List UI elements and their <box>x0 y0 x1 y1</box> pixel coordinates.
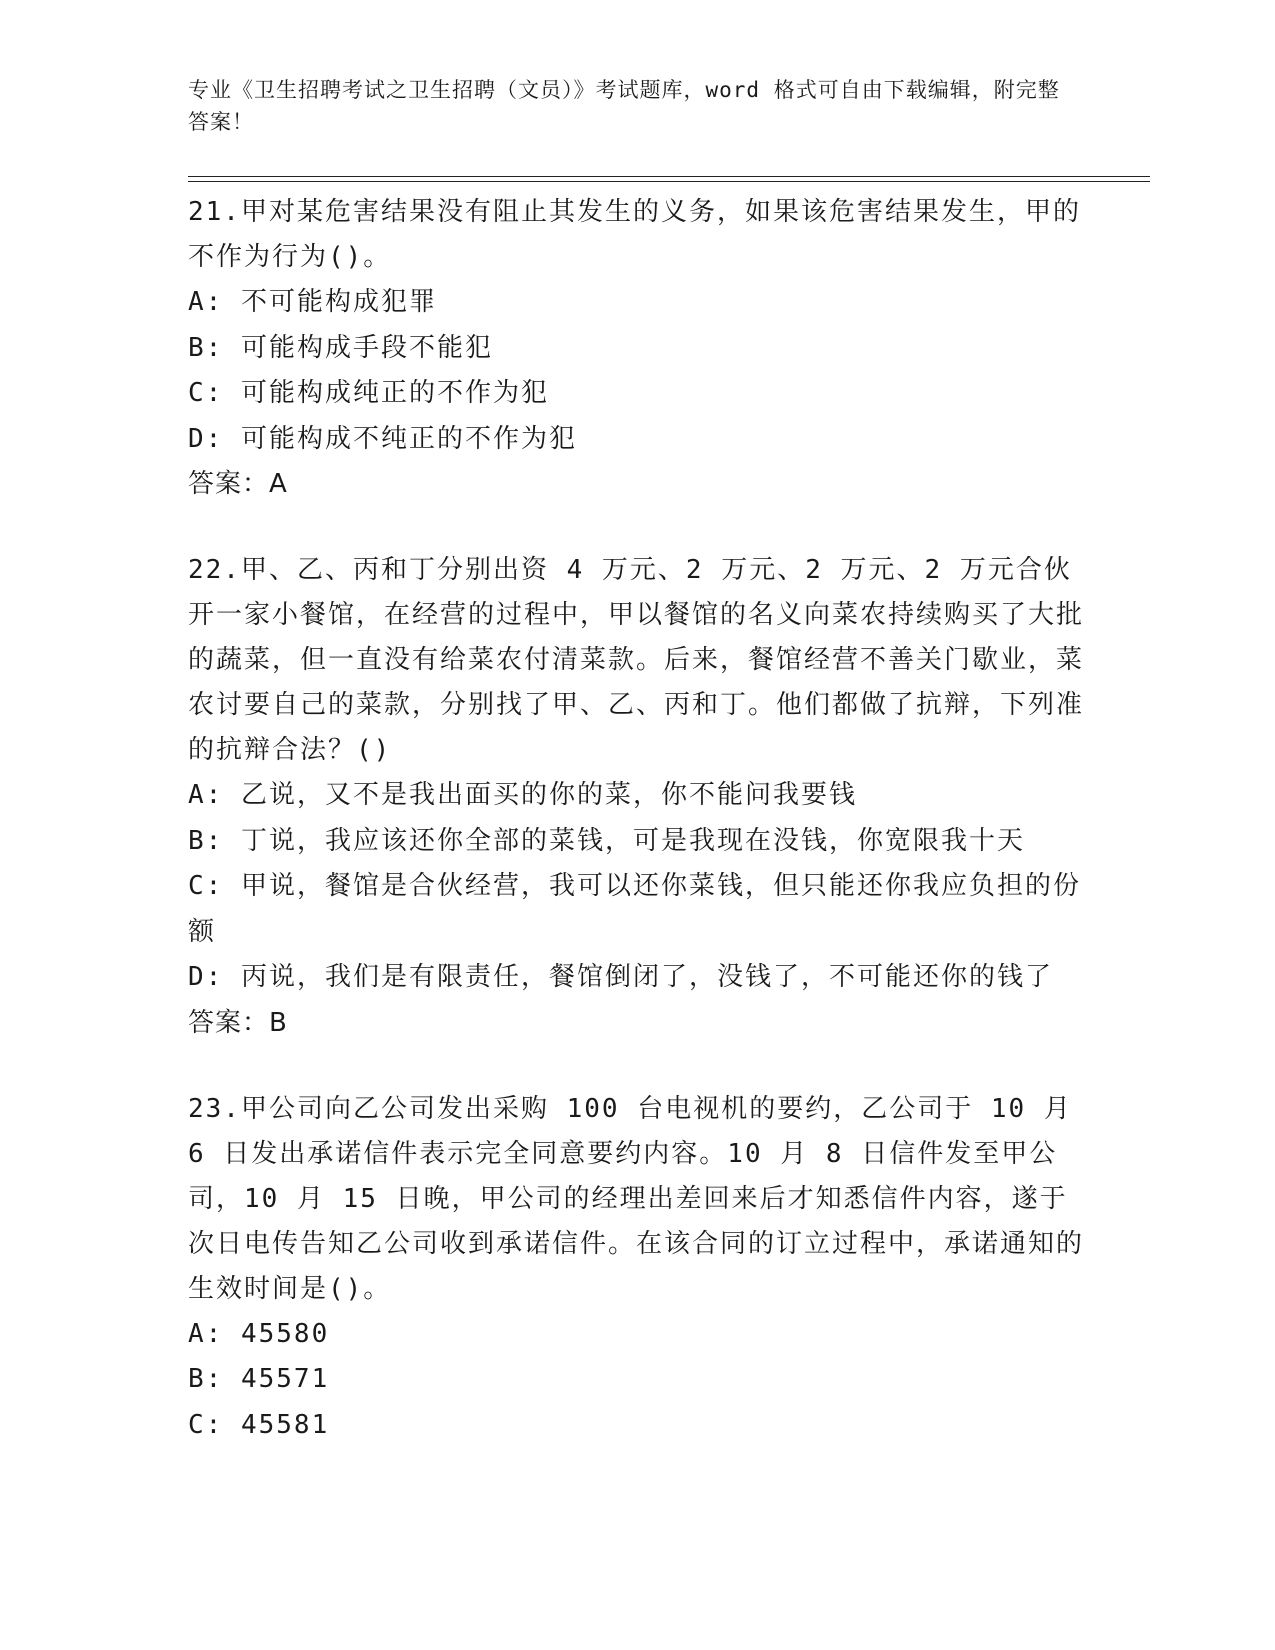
option-d: D: 可能构成不纯正的不作为犯 <box>188 423 577 454</box>
header-divider-bottom <box>188 181 1150 182</box>
option-b: B: 可能构成手段不能犯 <box>188 332 493 363</box>
answer-label: 答案：A <box>188 469 288 499</box>
option-b: B: 丁说，我应该还你全部的菜钱，可是我现在没钱，你宽限我十天 <box>188 825 1025 856</box>
question-21 <box>188 190 1088 507</box>
option-a: A: 乙说，又不是我出面买的你的菜，你不能问我要钱 <box>188 780 857 810</box>
document-header: 专业《卫生招聘考试之卫生招聘（文员）》考试题库，word 格式可自由下载编辑，附完整答案！ <box>188 78 1060 134</box>
answer-label: 答案：B <box>188 1007 288 1038</box>
question-stem: 23.甲公司向乙公司发出采购 100 台电视机的要约，乙公司于 10 月 6 日发出承诺信件表示完全同意要约内容。10 月 8 日信件发至甲公司，10 月 15 日晚，甲公司的经理出差回来后才知悉信件内容，遂于次日电传告知乙公司收到承诺信件。在该合同的订立过程中，承诺通知的生效时间是()。 <box>188 1093 1085 1304</box>
question-stem: 21.甲对某危害结果没有阻止其发生的义务，如果该危害结果发生，甲的不作为行为()。 <box>188 197 1081 272</box>
question-list <box>188 190 1088 1489</box>
option-d: D: 丙说，我们是有限责任，餐馆倒闭了，没钱了，不可能还你的钱了 <box>188 962 1053 992</box>
option-a: A: 45580 <box>188 1318 330 1349</box>
question-23 <box>188 1087 1088 1449</box>
option-c: C: 甲说，餐馆是合伙经营，我可以还你菜钱，但只能还你我应负担的份额 <box>188 871 1081 947</box>
question-22 <box>188 548 1088 1046</box>
option-b: B: 45571 <box>188 1364 330 1394</box>
option-c: C: 可能构成纯正的不作为犯 <box>188 378 549 408</box>
question-stem: 22.甲、乙、丙和丁分别出资 4 万元、2 万元、2 万元、2 万元合伙开一家小餐馆，在经营的过程中，甲以餐馆的名义向菜农持续购买了大批的蔬菜，但一直没有给菜农付清菜款。后来，餐馆经营不善关门歇业，菜农讨要自己的菜款，分别找了甲、乙、丙和丁。他们都做了抗辩，下列准的抗辩合法？() <box>188 555 1085 765</box>
option-a: A: 不可能构成犯罪 <box>188 287 437 317</box>
header-divider-top <box>188 176 1150 177</box>
option-c: C: 45581 <box>188 1409 330 1440</box>
